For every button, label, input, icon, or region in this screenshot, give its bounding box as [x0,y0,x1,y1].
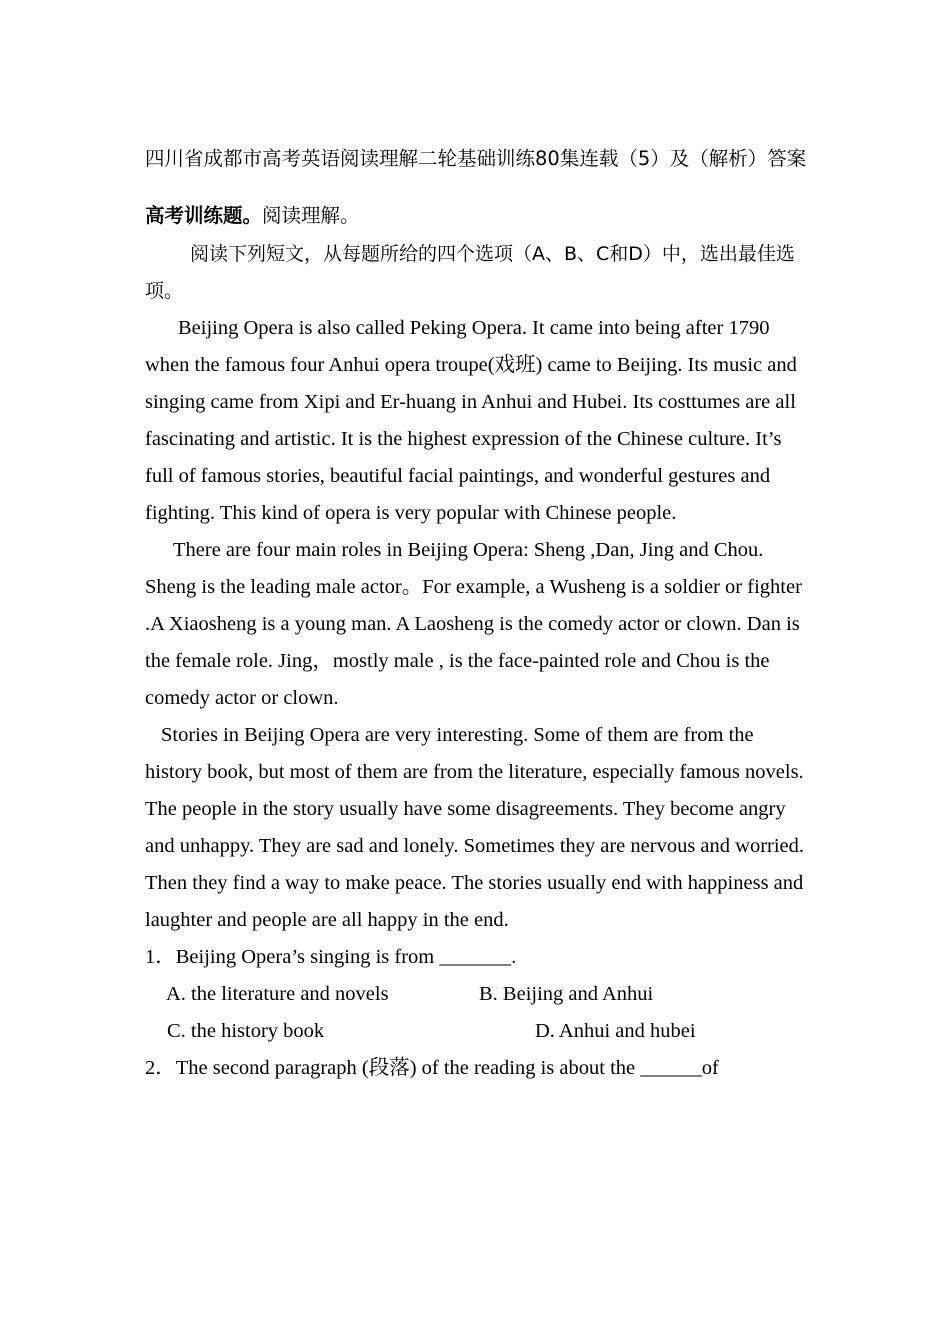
section-heading-bold: 高考训练题。 [145,204,263,227]
question-1-option-c: C. the history book [167,1020,325,1042]
question-1-options-row-2 [145,1013,810,1050]
question-1-stem: 1．Beijing Opera’s singing is from _______. [145,946,517,968]
question-1-option-a: A. the literature and novels [166,983,389,1005]
section-heading [145,202,810,230]
question-1-option-d: D. Anhui and hubei [535,1020,696,1042]
document-body [145,145,810,1087]
instructions: 阅读下列短文，从每题所给的四个选项（A、B、C和D）中，选出最佳选项。 [145,243,795,302]
passage-paragraph-1: Beijing Opera is also called Peking Opera. It came into being after 1790 when the famous four Anhui opera troupe(戏班) came to Beijing. Its music and singing came from Xipi and Er-huang in Anhui and Hubei. Its costtumes are all fascinating and artistic. It is the highest expression of the Chinese culture. It’s full of famous stories, beautiful facial paintings, and wonderful gestures and fighting. This kind of opera is very popular with Chinese people. [145,317,797,524]
question-1-options-row-1 [145,976,810,1013]
passage-paragraph-3: Stories in Beijing Opera are very interesting. Some of them are from the history book, but most of them are from the literature, especially famous novels. The people in the story usually have some disagreements. They become angry and unhappy. They are sad and lonely. Sometimes they are nervous and worried. Then they find a way to make peace. The stories usually end with happiness and laughter and people are all happy in the end. [145,724,805,931]
question-2-stem: 2．The second paragraph (段落) of the reading is about the ______of [145,1057,719,1079]
section-heading-rest: 阅读理解。 [262,204,360,227]
document-title: 四川省成都市高考英语阅读理解二轮基础训练80集连载（5）及（解析）答案 [145,147,807,170]
question-1-option-b: B. Beijing and Anhui [479,983,654,1005]
passage-paragraph-2: There are four main roles in Beijing Opera: Sheng ,Dan, Jing and Chou. Sheng is the leading male actor。For example, a Wusheng is a soldier or fighter .A Xiaosheng is a young man. A Laosheng is the comedy actor or clown. Dan is the female role. Jing，mostly male , is the face-painted role and Chou is the comedy actor or clown. [145,539,802,709]
